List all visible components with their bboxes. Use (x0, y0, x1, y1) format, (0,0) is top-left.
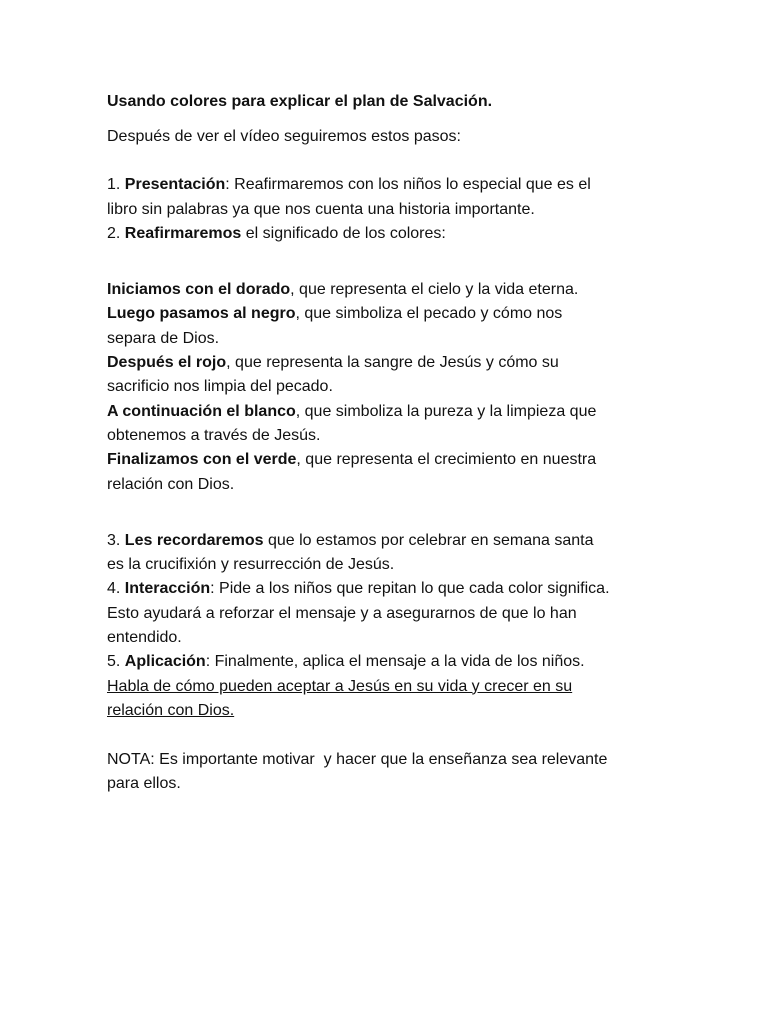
color-green-label: Finalizamos con el verde (107, 451, 297, 469)
color-black (107, 302, 728, 326)
color-red-text-continued: sacrificio nos limpia del pecado. (107, 378, 333, 396)
step-5-underlined-text: Habla de cómo pueden aceptar a Jesús en su vida y crecer en su (107, 677, 573, 695)
step-4 (107, 577, 728, 601)
spacer (107, 246, 728, 278)
step-2-number: 2. (107, 224, 125, 242)
step-1-text: : Reafirmaremos con los niños lo especial que es el (225, 176, 591, 194)
color-black-label: Luego pasamos al negro (107, 305, 296, 323)
step-1-label: Presentación (124, 176, 226, 194)
color-white-label: A continuación el blanco (107, 402, 296, 420)
step-2-text: el significado de los colores: (241, 224, 446, 242)
step-4-number: 4. (107, 580, 125, 598)
step-4-text-continued: entendido. (107, 629, 182, 647)
color-gold (107, 278, 728, 302)
color-white (107, 400, 728, 424)
color-white-text: , que simboliza la pureza y la limpieza que (295, 402, 597, 420)
color-black-text-continued: separa de Dios. (107, 329, 220, 347)
step-1-text-continued: libro sin palabras ya que nos cuenta una historia importante. (107, 200, 535, 218)
step-3-text-continued: es la crucifixión y resurrección de Jesús. (107, 556, 395, 574)
step-1-number: 1. (107, 176, 125, 194)
step-3-number: 3. (107, 531, 125, 549)
step-5-label: Aplicación (124, 653, 206, 671)
step-5-number: 5. (107, 653, 125, 671)
document-title: Usando colores para explicar el plan de Salvación. (107, 93, 493, 110)
note-text-continued: para ellos. (107, 774, 181, 792)
step-5-text: : Finalmente, aplica el mensaje a la vida de los niños. (205, 653, 585, 671)
step-2-label: Reafirmaremos (124, 224, 242, 242)
step-4-text: : Pide a los niños que repitan lo que cada color significa. (210, 580, 610, 598)
color-gold-text: , que representa el cielo y la vida eterna. (290, 281, 579, 299)
intro-text: Después de ver el vídeo seguiremos estos pasos: (107, 128, 461, 145)
color-green-text: , que representa el crecimiento en nuestra (296, 451, 597, 469)
step-4-label: Interacción (124, 580, 211, 598)
color-black-text: , que simboliza el pecado y cómo nos (295, 305, 563, 323)
color-green-text-continued: relación con Dios. (107, 475, 235, 493)
color-white-text-continued: obtenemos a través de Jesús. (107, 426, 321, 444)
note-text: NOTA: Es importante motivar y hacer que la enseñanza sea relevante (107, 750, 608, 768)
step-3 (107, 529, 728, 553)
step-3-label: Les recordaremos (124, 531, 264, 549)
color-red (107, 351, 728, 375)
step-3-text: que lo estamos por celebrar en semana santa (263, 531, 594, 549)
step-5 (107, 650, 728, 674)
color-red-text: , que representa la sangre de Jesús y cómo su (226, 354, 559, 372)
color-gold-label: Iniciamos con el dorado (107, 281, 291, 299)
spacer (107, 497, 728, 529)
color-red-label: Después el rojo (107, 354, 227, 372)
step-2 (107, 222, 728, 246)
step-5-underlined-text-continued: relación con Dios. (107, 701, 235, 719)
step-1 (107, 173, 728, 197)
step-4-text-continued: Esto ayudará a reforzar el mensaje y a asegurarnos de que lo han (107, 604, 577, 622)
color-green (107, 448, 728, 472)
spacer (107, 723, 728, 747)
